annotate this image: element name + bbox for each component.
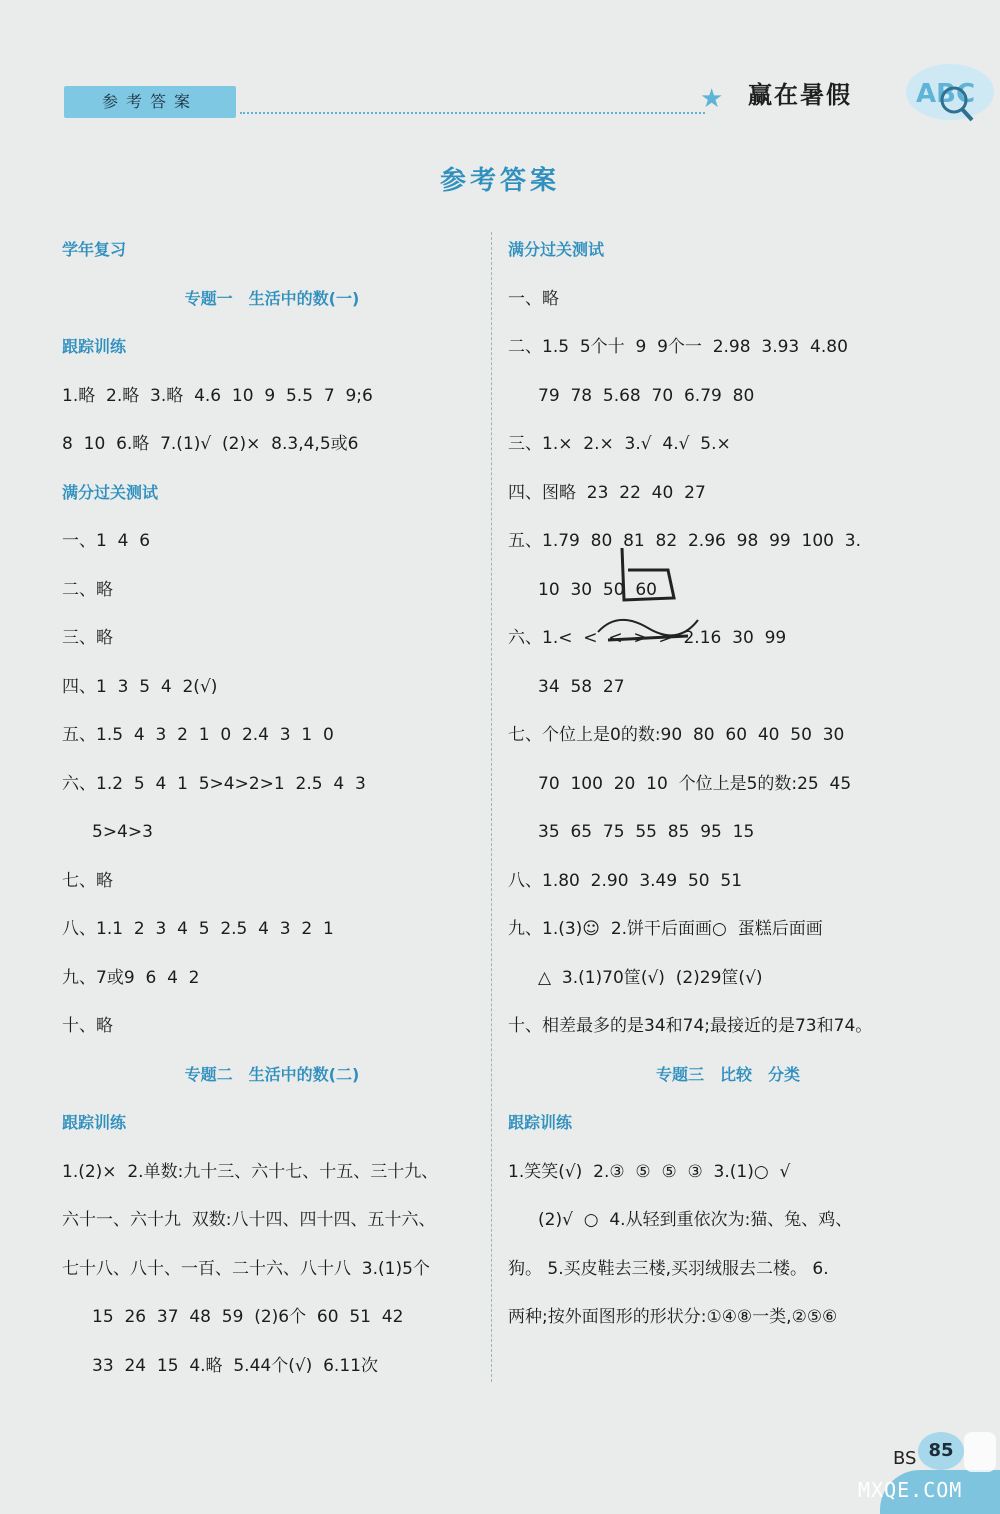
answer-line: 一、略 (508, 288, 559, 309)
edition-code: BS (893, 1448, 917, 1469)
page-title: 参考答案 (439, 166, 560, 196)
answer-line: 8 10 6.略 7.(1)√ (2)× 8.3,4,5或6 (62, 434, 359, 454)
answer-line: 五、1.5 4 3 2 1 0 2.4 3 1 0 (62, 725, 334, 745)
answer-line: 34 58 27 (538, 676, 625, 697)
answer-line: 二、1.5 5个十 9 9个一 2.98 3.93 4.80 (508, 337, 848, 357)
answer-line: 六十一、六十九 双数:八十四、四十四、五十六、 (62, 1210, 436, 1230)
answer-line: 35 65 75 55 85 95 15 (538, 822, 755, 842)
header-dotted-rule (240, 112, 705, 114)
answer-line: 八、1.80 2.90 3.49 50 51 (508, 870, 743, 891)
answer-line: 1.略 2.略 3.略 4.6 10 9 5.5 7 9;6 (62, 385, 373, 406)
left-column (62, 228, 482, 1392)
answer-line: 九、7或9 6 4 2 (62, 967, 200, 988)
abc-magnifier-logo (904, 58, 996, 132)
section-heading: 学年复习 (62, 240, 127, 259)
logo-letters: ABC (916, 79, 976, 109)
column-divider (491, 232, 492, 1382)
answer-line: 六、1.2 5 4 1 5>4>2>1 2.5 4 3 (62, 773, 366, 794)
topic-heading: 专题三 比较 分类 (655, 1064, 800, 1084)
answer-line: 三、略 (62, 628, 113, 648)
header-tab: 参考答案 (64, 86, 236, 118)
answer-line: 七十八、八十、一百、二十六、八十八 3.(1)5个 (62, 1258, 430, 1279)
answer-line: 七、个位上是0的数:90 80 60 40 50 30 (508, 725, 845, 745)
topic-heading: 专题二 生活中的数(二) (184, 1064, 360, 1084)
answer-line: 八、1.1 2 3 4 5 2.5 4 3 2 1 (62, 919, 334, 939)
answer-line: 十、相差最多的是34和74;最接近的是73和74。 (508, 1016, 873, 1036)
answer-line: 33 24 15 4.略 5.44个(√) 6.11次 (92, 1355, 378, 1376)
topic-heading: 专题一 生活中的数(一) (184, 288, 360, 308)
section-heading: 跟踪训练 (62, 337, 127, 356)
answer-line: 70 100 20 10 个位上是5的数:25 45 (538, 773, 852, 794)
answer-line: 四、1 3 5 4 2(√) (62, 676, 218, 697)
section-heading: 满分过关测试 (508, 240, 605, 259)
answer-line: 二、略 (62, 579, 113, 600)
section-heading: 跟踪训练 (62, 1113, 127, 1132)
handwritten-scribble (588, 540, 708, 680)
answer-line: 九、1.(3)☺ 2.饼干后面画○ 蛋糕后面画 (508, 919, 823, 939)
answer-line: 七、略 (62, 870, 113, 891)
section-heading: 满分过关测试 (62, 482, 159, 502)
answer-line: 10 30 50 60 (538, 579, 657, 600)
answer-line: 十、略 (62, 1016, 113, 1036)
answer-line: 三、1.× 2.× 3.√ 4.√ 5.× (508, 434, 731, 454)
answer-line: 5>4>3 (92, 822, 153, 842)
answer-line: △ 3.(1)70筐(√) (2)29筐(√) (538, 967, 763, 988)
answer-line: 六、1.< < < > > 2.16 30 99 (508, 628, 787, 648)
brand-title: 赢在暑假 (748, 81, 852, 109)
page-number: 85 (918, 1432, 964, 1470)
answer-line: 狗。 5.买皮鞋去三楼,买羽绒服去二楼。 6. (508, 1258, 829, 1279)
answer-line: 四、图略 23 22 40 27 (508, 482, 706, 503)
answer-line: 两种;按外面图形的形状分:①④⑧一类,②⑤⑥ (508, 1307, 838, 1327)
answer-line: 15 26 37 48 59 (2)6个 60 51 42 (92, 1307, 404, 1327)
watermark: MXQE.COM (858, 1478, 963, 1502)
answer-line: 五、1.79 80 81 82 2.96 98 99 100 3. (508, 531, 861, 551)
answer-line: (2)√ ○ 4.从轻到重依次为:猫、兔、鸡、 (538, 1210, 853, 1230)
right-column (508, 228, 948, 1344)
answer-line: 1.(2)× 2.单数:九十三、六十七、十五、三十九、 (62, 1161, 439, 1182)
watermark-logo-icon (960, 1424, 1000, 1480)
answer-line: 一、1 4 6 (62, 531, 151, 551)
answer-line: 79 78 5.68 70 6.79 80 (538, 385, 755, 406)
star-icon: ★ (700, 84, 724, 114)
section-heading: 跟踪训练 (508, 1113, 573, 1132)
answer-line: 1.笑笑(√) 2.③ ⑤ ⑤ ③ 3.(1)○ √ (508, 1161, 791, 1182)
